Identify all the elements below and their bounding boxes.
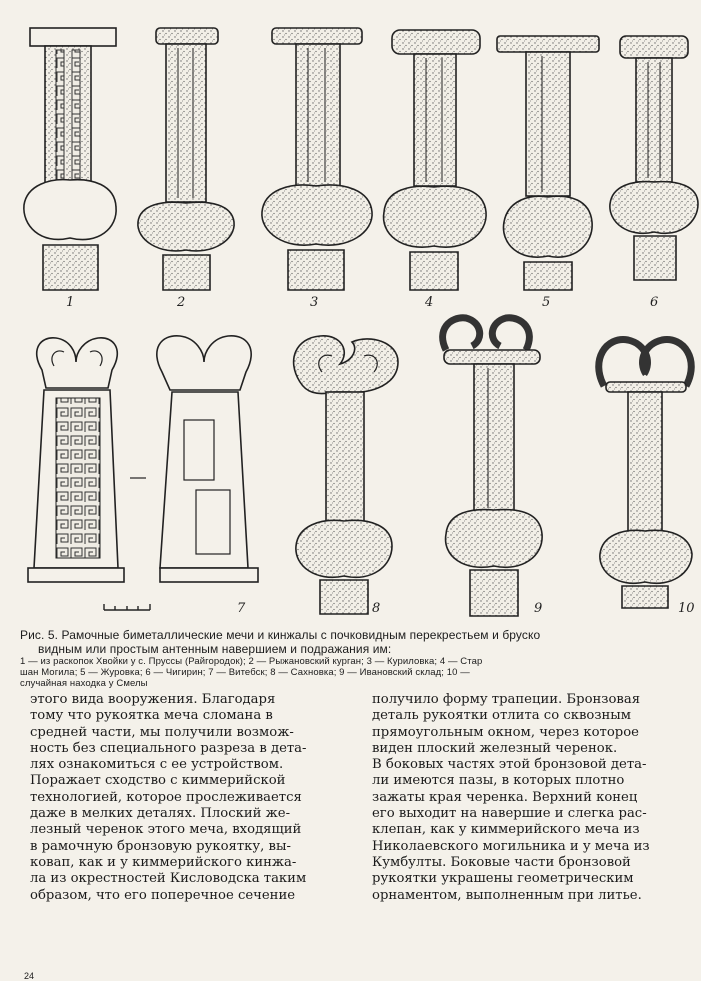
sword-9 xyxy=(443,318,542,616)
text-line: клепан, как у киммерийского меча из xyxy=(372,822,640,838)
figure-label-8: 8 xyxy=(372,601,381,616)
dagger-7a xyxy=(28,338,124,582)
figure-label-10: 10 xyxy=(678,601,695,616)
text-line: Николаевского могильника и у меча из xyxy=(372,838,650,854)
text-line: деталь рукоятки отлита со сквозным xyxy=(372,708,632,724)
text-line: в рамочную бронзовую рукоятку, вы- xyxy=(30,838,291,854)
figure-caption xyxy=(20,628,701,689)
text-line: технологией, которое прослеживается xyxy=(30,789,302,805)
scale-bar xyxy=(104,604,150,610)
caption-legend-line-1: 1 — из раскопок Хвойки у с. Пруссы (Райгородок); 2 — Рыжановский курган; 3 — Куриловка; 4 — Стар xyxy=(20,656,483,667)
text-line: рукоятки украшены геометрическим xyxy=(372,871,634,887)
text-line: ла из окрестностей Кисловодска таким xyxy=(30,871,307,887)
caption-title-line-2: видным или простым антенным навершием и подражания им: xyxy=(38,642,392,656)
text-line: ковап, как и у киммерийского кинжа- xyxy=(30,854,297,870)
text-line: виден плоский железный черенок. xyxy=(372,740,618,756)
figure-label-2: 2 xyxy=(177,295,186,310)
text-line: лях ознакомиться с ее устройством. xyxy=(30,757,284,773)
caption-legend-line-3: случайная находка у Смелы xyxy=(20,678,148,689)
text-line: ность без специального разреза в дета- xyxy=(30,740,307,756)
text-line: В боковых частях этой бронзовой дета- xyxy=(372,757,647,773)
text-line: тому что рукоятка меча сломана в xyxy=(30,708,273,724)
figure-label-4: 4 xyxy=(425,295,434,310)
page-number: 24 xyxy=(24,971,35,981)
figure-label-7: 7 xyxy=(237,601,246,616)
text-line: прямоугольным окном, через которое xyxy=(372,724,639,740)
sword-4 xyxy=(384,30,487,290)
body-column-left xyxy=(30,692,357,972)
figure-label-6: 6 xyxy=(650,295,659,310)
text-line: ли имеются пазы, в которых плотно xyxy=(372,773,625,789)
text-line: орнаментом, выполненным при литье. xyxy=(372,887,642,903)
sword-1 xyxy=(24,28,116,290)
text-line: получило форму трапеции. Бронзовая xyxy=(372,692,641,707)
text-line: лезный черенок этого меча, входящий xyxy=(30,822,302,838)
text-line: этого вида вооружения. Благодаря xyxy=(30,692,276,707)
figure-label-9: 9 xyxy=(534,601,543,616)
sword-5 xyxy=(497,36,599,290)
sword-10 xyxy=(599,340,692,608)
text-line: даже в мелких деталях. Плоский же- xyxy=(30,806,291,822)
text-line: образом, что его поперечное сечение xyxy=(30,887,296,903)
caption-legend-line-2: шан Могила; 5 — Журовка; 6 — Чигирин; 7 — Витебск; 8 — Сахновка; 9 — Ивановский склад; 10 — xyxy=(20,667,470,678)
sword-8 xyxy=(294,336,398,614)
text-line: средней части, мы получили возмож- xyxy=(30,724,294,740)
sword-6 xyxy=(610,36,698,280)
sword-2 xyxy=(138,28,234,290)
body-column-right xyxy=(372,692,701,972)
figure-label-5: 5 xyxy=(542,295,551,310)
text-line: зажаты края черенка. Верхний конец xyxy=(372,789,638,805)
figure-label-1: 1 xyxy=(66,295,75,310)
caption-title-line-1: Рис. 5. Рамочные биметаллические мечи и кинжалы с почковидным перекрестьем и бруско xyxy=(20,628,541,642)
sword-3 xyxy=(262,28,372,290)
text-line: Поражает сходство с киммерийской xyxy=(30,773,286,789)
text-line: Кумбулты. Боковые части бронзовой xyxy=(372,854,631,870)
text-line: его выходит на навершие и слегка рас- xyxy=(372,806,647,822)
dagger-7b xyxy=(157,336,258,582)
figure-label-3: 3 xyxy=(310,295,319,310)
